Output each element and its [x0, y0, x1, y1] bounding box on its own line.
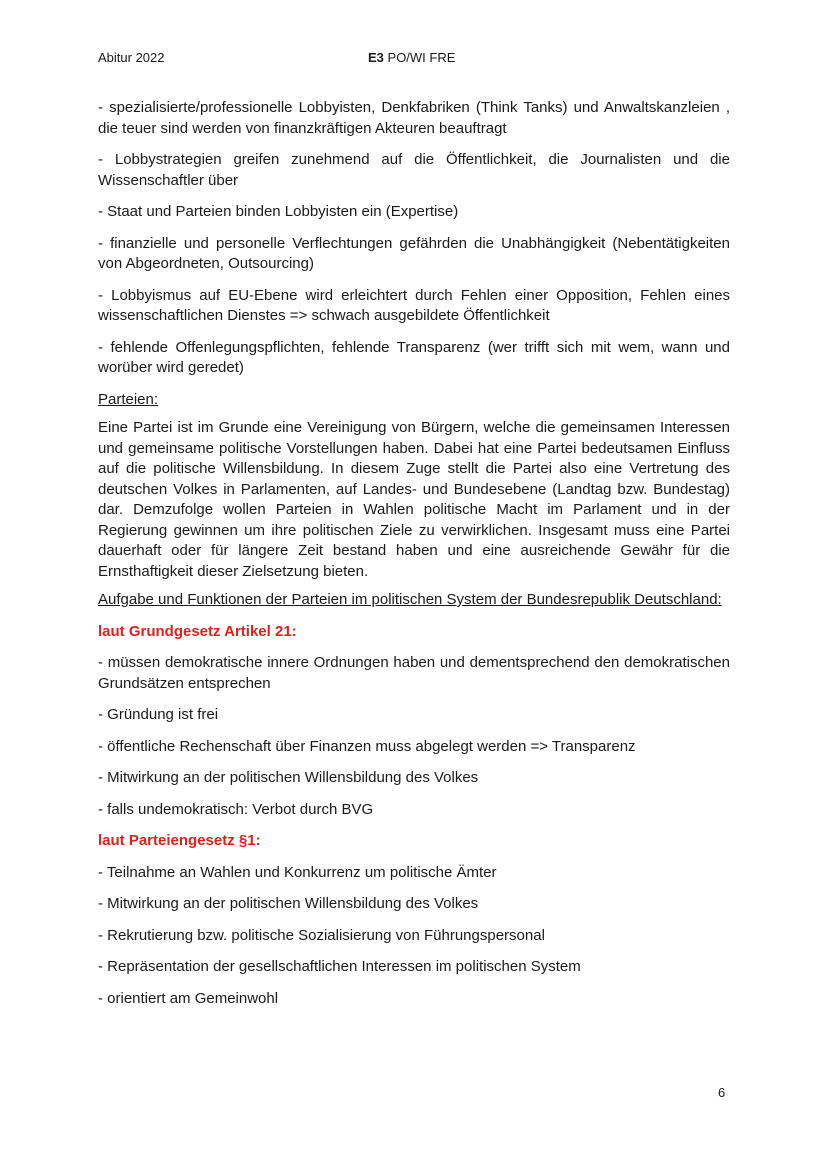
page-header	[98, 50, 730, 70]
grundgesetz-point: - falls undemokratisch: Verbot durch BVG	[98, 800, 374, 818]
header-course	[368, 50, 455, 65]
page-number: 6	[718, 1085, 726, 1100]
parteiengesetz-point: - orientiert am Gemeinwohl	[98, 989, 279, 1007]
lobby-point: - finanzielle und personelle Verflechtungen gefährden die Unabhängigkeit (Nebentätigkeiten von Abgeordneten, Outsourcing)	[98, 234, 730, 272]
parteiengesetz-point: - Teilnahme an Wahlen und Konkurrenz um politische Ämter	[98, 863, 497, 881]
grundgesetz-point: - Gründung ist frei	[98, 706, 219, 723]
parteiengesetz-point: - Repräsentation der gesellschaftlichen Interessen im politischen System	[98, 958, 581, 975]
page-content	[98, 98, 730, 1020]
header-course-code: E3	[368, 50, 384, 65]
parteiengesetz-point: - Rekrutierung bzw. politische Sozialisierung von Führungspersonal	[98, 926, 545, 944]
lobby-point: - Lobbyismus auf EU-Ebene wird erleichtert durch Fehlen einer Opposition, Fehlen eines wissenschaftlichen Dienstes => schwach ausgebildete Öffentlichkeit	[98, 286, 730, 324]
parteien-definition: Eine Partei ist im Grunde eine Vereinigung von Bürgern, welche die gemeinsamen Interessen und gemeinsame politische Vorstellungen haben. Dabei hat eine Partei bedeutsamen Einfluss auf die politische Willensbildung. In diesem Zuge stellt die Partei also eine Vertretung des deutschen Volkes in Parlamenten, auf Landes- und Bundesebene (Landtag bzw. Bundestag) dar. Demzufolge wollen Parteien in Wahlen politische Macht im Parlament und in der Regierung gewinnen um ihre politischen Ziele zu verwirklichen. Insgesamt muss eine Partei dauerhaft oder für längere Zeit bestand haben und eine ausreichende Gewähr für die Ernsthaftigkeit dieser Zielsetzung bieten.	[98, 419, 730, 580]
header-exam-year: Abitur 2022	[98, 50, 165, 65]
aufgabe-heading: Aufgabe und Funktionen der Parteien im politischen System der Bundesrepublik Deutschland:	[98, 591, 722, 608]
grundgesetz-point: - müssen demokratische innere Ordnungen haben und dementsprechend den demokratischen Grundsätzen entsprechen	[98, 654, 730, 692]
header-course-name: PO/WI FRE	[383, 50, 456, 65]
grundgesetz-heading: laut Grundgesetz Artikel 21:	[98, 622, 297, 640]
lobby-point: - spezialisierte/professionelle Lobbyisten, Denkfabriken (Think Tanks) und Anwaltskanzleien , die teuer sind werden von finanzkräftigen Akteuren beauftragt	[98, 99, 730, 137]
lobby-point: - Lobbystrategien greifen zunehmend auf die Öffentlichkeit, die Journalisten und die Wissenschaftler über	[98, 151, 730, 189]
parteiengesetz-heading: laut Parteiengesetz §1:	[98, 832, 261, 849]
lobby-point: - fehlende Offenlegungspflichten, fehlende Transparenz (wer trifft sich mit wem, wann und worüber wird geredet)	[98, 338, 730, 376]
grundgesetz-point: - Mitwirkung an der politischen Willensbildung des Volkes	[98, 769, 479, 786]
parteiengesetz-point: - Mitwirkung an der politischen Willensbildung des Volkes	[98, 895, 479, 912]
lobby-point: - Staat und Parteien binden Lobbyisten ein (Expertise)	[98, 203, 459, 220]
parteien-heading: Parteien:	[98, 390, 159, 408]
grundgesetz-point: - öffentliche Rechenschaft über Finanzen muss abgelegt werden => Transparenz	[98, 737, 636, 755]
